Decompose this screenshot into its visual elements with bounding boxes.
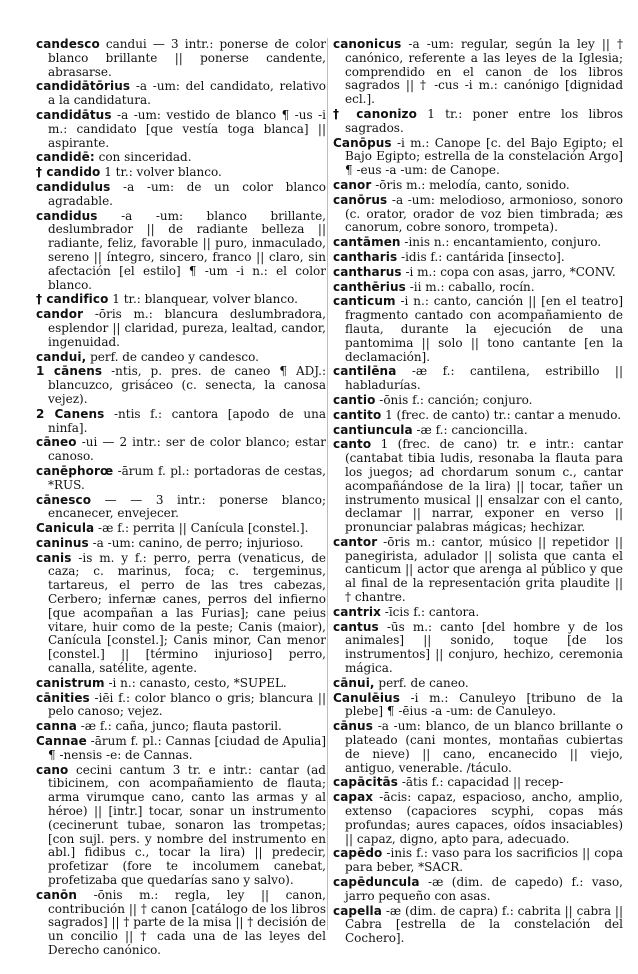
entry-definition: -æ f.: cancioncilla. xyxy=(412,422,528,437)
entry-definition: -inis f.: vaso para los sacrificios || copa para beber, *SACR. xyxy=(345,846,623,875)
entry-definition: -a -um: canino, de perro; injurioso. xyxy=(88,535,304,550)
dictionary-entry xyxy=(36,692,326,720)
column-divider xyxy=(327,38,328,930)
entry-definition: -idis f.: cantárida [insecto]. xyxy=(397,249,565,264)
entry-definition: -æ f.: cantilena, estribillo || habladurías. xyxy=(345,364,623,393)
dictionary-entry xyxy=(333,876,623,904)
dictionary-entry xyxy=(333,791,623,846)
dictionary-entry xyxy=(333,409,623,423)
dictionary-entry xyxy=(36,308,326,349)
entry-definition: -a -um: de un color blanco agradable. xyxy=(48,179,326,208)
dictionary-entry xyxy=(333,438,623,535)
entry-headword: canonicus xyxy=(333,37,402,51)
dictionary-entry xyxy=(36,537,326,551)
entry-headword: cantrix xyxy=(333,604,381,619)
dictionary-entry xyxy=(36,522,326,536)
dictionary-entry xyxy=(333,677,623,691)
entry-headword: † candifico xyxy=(36,292,109,307)
dictionary-entry xyxy=(36,677,326,691)
entry-definition: -iēi f.: color blanco o gris; blancura || pelo canoso; vejez. xyxy=(48,690,326,719)
dictionary-entry xyxy=(333,621,623,676)
entry-headword: candidātōrius xyxy=(36,79,131,94)
dictionary-entry xyxy=(333,847,623,875)
entry-headword: cānui, xyxy=(333,675,375,690)
entry-definition: 1 (frec. de cano) tr. e intr.: cantar (cantabat tibia ludis, resonaba la flauta para los juegos; ad chordarum sonum c., cantar acompañándose de la lira) || tocar, tañer un instrumento musical || ensalzar con el canto, declamar || narrar, exponer en verso || pronunciar palabras mágicas; hechizar. xyxy=(345,437,623,535)
dictionary-entry xyxy=(36,408,326,436)
entry-definition: -ārum f. pl.: Cannas [ciudad de Apulia] ¶ -nensis -e: de Cannas. xyxy=(48,734,326,762)
entry-headword: capax xyxy=(333,790,374,805)
dictionary-entry xyxy=(333,251,623,265)
dictionary-entry xyxy=(333,137,623,178)
entry-headword: candidus xyxy=(36,208,98,223)
dictionary-entry xyxy=(333,720,623,775)
dictionary-entry xyxy=(36,494,326,522)
entry-headword: candidātus xyxy=(36,107,112,122)
entry-definition: con sinceridad. xyxy=(94,150,192,165)
entry-headword: capēduncula xyxy=(333,875,420,890)
entry-definition: -æ f.: caña, junco; flauta pastoril. xyxy=(76,719,282,734)
dictionary-entry xyxy=(333,281,623,295)
entry-headword: cantito xyxy=(333,407,382,422)
entry-headword: cano xyxy=(36,762,69,777)
entry-definition: -i m.: copa con asas, jarro, *CONV. xyxy=(401,264,616,279)
entry-definition: 1 tr.: volver blanco. xyxy=(100,165,222,180)
entry-definition: candui — 3 intr.: ponerse de color blanco brillante || ponerse candente, abrasarse. xyxy=(48,37,326,79)
dictionary-entry xyxy=(333,424,623,438)
entry-definition: -ii m.: caballo, rocín. xyxy=(405,279,535,294)
entry-definition: -ōnis f.: canción; conjuro. xyxy=(375,392,533,407)
entry-headword: capella xyxy=(333,903,382,918)
dictionary-entry xyxy=(333,905,623,946)
entry-headword: canto xyxy=(333,437,372,452)
dictionary-entry xyxy=(333,236,623,250)
entry-definition: -a -um: blanco, de un blanco brillante o plateado (cani montes, montañas cubiertas de nieve) || cano, encanecido || viejo, antiguo, venerable. /táculo. xyxy=(345,719,623,775)
entry-definition: -ārum f. pl.: portadoras de cestas, *RUS. xyxy=(48,463,326,492)
entry-definition: 1 tr.: blanquear, volver blanco. xyxy=(108,292,298,307)
entry-headword: cantio xyxy=(333,392,376,407)
entry-headword: canōrus xyxy=(333,192,388,207)
entry-definition: -ācis: capaz, espacioso, ancho, amplio, extenso (capaciores scyphi, copas más profundas; aures capaces, oídos insaciables) || capaz, digno, apto para, adecuado. xyxy=(345,790,623,846)
entry-definition: -inis n.: encantamiento, conjuro. xyxy=(400,235,602,250)
dictionary-entry xyxy=(36,552,326,676)
entry-headword: candidē: xyxy=(36,150,95,165)
entry-definition: cecini cantum 3 tr. e intr.: cantar (ad tibicinem, con acompañamiento de flauta; arma virumque cano, canto las armas y al héroe) || [intr.] tocar, sonar un instrumento (cecinerunt tubae, sonaron las trompetas; [con sujl. pers. y nombre del instrumento en abl.] fidibus c., tocar la lira) || predecir, profetizar (fore te incolumem canebat, profetizaba que quedarías sano y salvo). xyxy=(48,762,326,888)
entry-definition: -ntis, p. pres. de caneo ¶ ADJ.: blancuzco, grisáceo (c. senecta, la canosa vejez). xyxy=(48,364,326,406)
entry-definition: -i n.: canasto, cesto, *SUPEL. xyxy=(104,675,287,690)
entry-definition: -ōris m.: melodía, canto, sonido. xyxy=(371,177,570,192)
entry-headword: cantiuncula xyxy=(333,422,413,437)
entry-headword: cantharus xyxy=(333,264,402,279)
entry-headword: † canonizo xyxy=(333,106,417,121)
entry-headword: canēphorœ xyxy=(36,463,114,478)
entry-definition: perf. de caneo. xyxy=(374,675,469,690)
dictionary-entry xyxy=(333,606,623,620)
entry-headword: cantor xyxy=(333,534,378,549)
dictionary-entry xyxy=(36,80,326,108)
left-column xyxy=(36,38,326,959)
dictionary-entry xyxy=(36,365,326,406)
entry-headword: canna xyxy=(36,719,77,734)
dictionary-entry xyxy=(36,889,326,958)
entry-definition: -ātis f.: capacidad || recep- xyxy=(398,775,564,790)
entry-headword: candui, xyxy=(36,349,87,364)
dictionary-entry xyxy=(333,108,623,136)
right-column xyxy=(333,38,623,947)
entry-headword: cantus xyxy=(333,619,379,634)
entry-definition: -æ f.: perrita || Canícula [constel.]. xyxy=(94,521,309,536)
entry-headword: canōn xyxy=(36,887,78,902)
entry-headword: cantharis xyxy=(333,249,398,264)
dictionary-entry xyxy=(333,295,623,364)
dictionary-entry xyxy=(36,181,326,209)
entry-headword: cantilēna xyxy=(333,364,397,379)
entry-headword: candor xyxy=(36,307,84,322)
entry-headword: canistrum xyxy=(36,675,105,690)
dictionary-entry xyxy=(333,692,623,720)
dictionary-entry xyxy=(333,394,623,408)
dictionary-entry xyxy=(36,436,326,464)
entry-headword: canis xyxy=(36,550,72,565)
entry-definition: -ūs m.: canto [del hombre y de los animales] || sonido, toque [de los instrumentos] || conjuro, hechizo, ceremonia mágica. xyxy=(345,619,623,676)
entry-definition: perf. de candeo y candesco. xyxy=(86,349,259,364)
dictionary-entry xyxy=(36,764,326,888)
entry-headword: candesco xyxy=(36,37,100,51)
entry-headword: 1 cānens xyxy=(36,364,103,379)
dictionary-entry xyxy=(333,266,623,280)
dictionary-entry xyxy=(36,293,326,307)
dictionary-entry xyxy=(36,166,326,180)
entry-headword: caninus xyxy=(36,535,89,550)
entry-definition: -īcis f.: cantora. xyxy=(380,604,480,619)
dictionary-entry xyxy=(36,720,326,734)
entry-definition: -æ (dim. de capedo) f.: vaso, jarro pequeño con asas. xyxy=(345,875,623,903)
entry-headword: Canōpus xyxy=(333,135,392,150)
entry-definition: -æ (dim. de capra) f.: cabrita || cabra || Cabra [estrella de la constelación del Cochero]. xyxy=(345,903,623,946)
entry-definition: -ntis f.: cantora [apodo de una ninfa]. xyxy=(48,406,326,435)
dictionary-entry xyxy=(36,109,326,150)
entry-definition: -a -um: blanco brillante, deslumbrador || de radiante belleza || radiante, feliz, favorable || puro, inmaculado, sereno || íntegro, sincero, franco || claro, sin afectación [el estilo] ¶ -um -i n.: el color blanco. xyxy=(48,208,326,292)
dictionary-entry xyxy=(333,38,623,107)
entry-headword: Canicula xyxy=(36,521,95,536)
entry-headword: canticum xyxy=(333,294,396,309)
entry-headword: Cannae xyxy=(36,734,87,749)
entry-headword: † candido xyxy=(36,165,101,180)
dictionary-entry xyxy=(36,151,326,165)
dictionary-entry xyxy=(333,536,623,605)
entry-headword: canor xyxy=(333,177,372,192)
entry-headword: cānus xyxy=(333,719,373,734)
dictionary-entry xyxy=(333,194,623,235)
entry-definition: -ōris m.: blancura deslumbradora, esplendor || claridad, pureza, lealtad, candor, ingenuidad. xyxy=(48,307,326,349)
entry-definition: -i n.: canto, canción || [en el teatro] fragmento cantado con acompañamiento de flauta, durante la ejecución de una pantomima || solo || tono cantante [en la declamación]. xyxy=(345,294,623,364)
entry-headword: capācitās xyxy=(333,775,399,790)
entry-definition: 1 (frec. de canto) tr.: cantar a menudo. xyxy=(381,407,622,422)
dictionary-entry xyxy=(333,179,623,193)
dictionary-entry xyxy=(36,210,326,293)
entry-definition: -a -um: melodioso, armonioso, sonoro (c. orator, orador de voz bien timbrada; æs canorum, cobre sonoro, trompeta). xyxy=(345,192,623,235)
entry-headword: 2 Canens xyxy=(36,406,105,421)
entry-headword: canthērius xyxy=(333,279,406,294)
dictionary-entry xyxy=(36,351,326,365)
entry-definition: -i m.: Canope [c. del Bajo Egipto; el Bajo Egipto; estrella de la constelación Argo] ¶ -eus -a -um: de Canope. xyxy=(345,135,623,178)
entry-definition: — — 3 intr.: ponerse blanco; encanecer, envejecer. xyxy=(48,492,326,521)
dictionary-entry xyxy=(36,38,326,79)
entry-headword: cānities xyxy=(36,690,90,705)
entry-definition: -ōris m.: cantor, músico || repetidor || panegirista, adulador || solista que canta el canticum || actor que arenga al público y que al final de la representación grita plaudite || † chantre. xyxy=(345,534,623,605)
entry-definition: -a -um: regular, según la ley || † canónico, referente a las leyes de la Iglesia; comprendido en el canon de los libros sagrados || † -cus -i m.: canónigo [dignidad ecl.]. xyxy=(345,37,623,107)
dictionary-entry xyxy=(36,735,326,763)
entry-definition: -ui — 2 intr.: ser de color blanco; estar canoso. xyxy=(48,435,326,464)
dictionary-entry xyxy=(333,776,623,790)
dictionary-entry xyxy=(333,365,623,393)
entry-headword: candidulus xyxy=(36,179,111,194)
entry-headword: capēdo xyxy=(333,846,383,861)
entry-headword: cāneo xyxy=(36,435,77,450)
dictionary-entry xyxy=(36,465,326,493)
entry-definition: -is m. y f.: perro, perra (venaticus, de caza; c. marinus, foca; c. tergeminus, tartareus, el perro de las tres cabezas, Cerbero; infernæ canes, perros del infierno [que acompañan a las Furias]; cane peius vitare, huir como de la peste; Canis (maior), Canícula [constel.]; Canis minor, Can menor [constel.] || [término injurioso] perro, canalla, satélite, agente. xyxy=(48,550,326,676)
entry-definition: -a -um: del candidato, relativo a la candidatura. xyxy=(48,79,326,108)
entry-headword: cānesco xyxy=(36,492,92,507)
entry-definition: -i m.: Canuleyo [tribuno de la plebe] ¶ -ēius -a -um: de Canuleyo. xyxy=(345,690,623,719)
entry-definition: -a -um: vestido de blanco ¶ -us -i m.: candidato [que vestía toga blanca] || aspirante. xyxy=(48,107,326,150)
entry-definition: 1 tr.: poner entre los libros sagrados. xyxy=(345,106,624,135)
entry-definition: -ōnis m.: regla, ley || canon, contribución || † canon [catálogo de los libros sagrados] || † parte de la misa || † decisión de un concilio || † cada una de las leyes del Derecho canónico. xyxy=(48,887,326,957)
entry-headword: Canulēius xyxy=(333,690,400,705)
entry-headword: cantāmen xyxy=(333,235,401,250)
